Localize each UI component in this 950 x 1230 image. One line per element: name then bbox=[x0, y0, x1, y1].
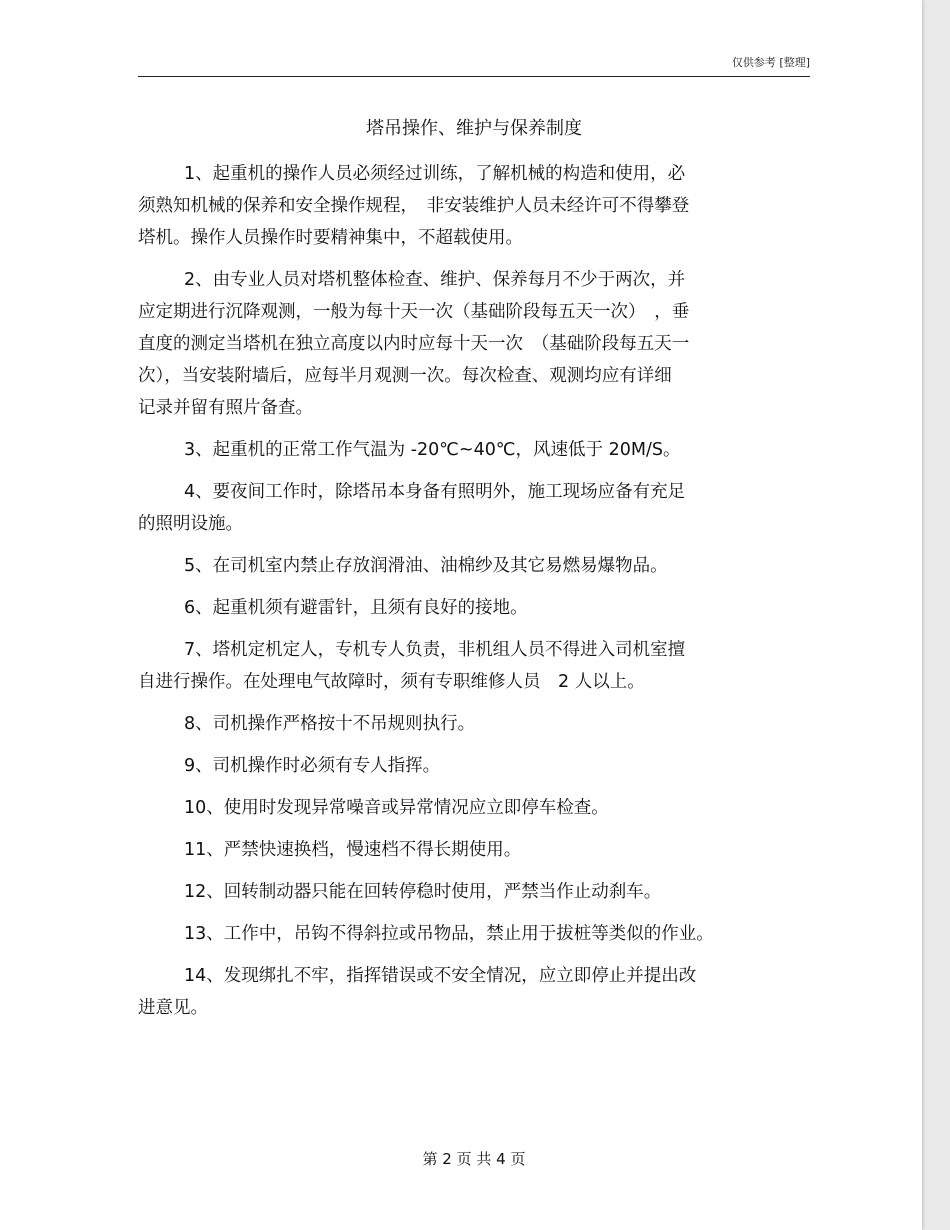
paragraph-line: 进意见。 bbox=[138, 998, 208, 1018]
document-body bbox=[138, 158, 810, 1034]
paragraph-line: 9、司机操作时必须有专人指挥。 bbox=[184, 756, 441, 776]
paragraph-14 bbox=[138, 960, 810, 1024]
paragraph-7 bbox=[138, 634, 810, 698]
paragraph-8 bbox=[138, 708, 810, 740]
page-header bbox=[138, 54, 810, 77]
paragraph-11 bbox=[138, 834, 810, 866]
paragraph-12 bbox=[138, 876, 810, 908]
page-footer bbox=[138, 1148, 810, 1170]
paragraph-line: 3、起重机的正常工作气温为 -20℃~40℃，风速低于 20M/S。 bbox=[184, 440, 681, 460]
paragraph-line: 12、回转制动器只能在回转停稳时使用，严禁当作止动刹车。 bbox=[184, 882, 662, 902]
paragraph-5 bbox=[138, 550, 810, 582]
paragraph-line: 应定期进行沉降观测，一般为每十天一次（基础阶段每五天一次） ，垂 bbox=[138, 302, 690, 322]
paragraph-line: 2、由专业人员对塔机整体检查、维护、保养每月不少于两次，并 bbox=[184, 270, 686, 290]
paragraph-4 bbox=[138, 476, 810, 540]
paragraph-line: 塔机。操作人员操作时要精神集中，不超载使用。 bbox=[138, 228, 523, 248]
paragraph-13 bbox=[138, 918, 810, 950]
paragraph-line: 1、起重机的操作人员必须经过训练，了解机械的构造和使用，必 bbox=[184, 164, 686, 184]
paragraph-line: 6、起重机须有避雷针，且须有良好的接地。 bbox=[184, 598, 528, 618]
paragraph-line: 10、使用时发现异常噪音或异常情况应立即停车检查。 bbox=[184, 798, 609, 818]
header-text: 仅供参考 [整理] bbox=[731, 56, 810, 69]
paragraph-6 bbox=[138, 592, 810, 624]
paragraph-line: 须熟知机械的保养和安全操作规程， 非安装维护人员未经许可不得攀登 bbox=[138, 196, 690, 216]
paragraph-line: 4、要夜间工作时，除塔吊本身备有照明外，施工现场应备有充足 bbox=[184, 482, 686, 502]
paragraph-line: 自进行操作。在处理电气故障时，须有专职维修人员 2 人以上。 bbox=[138, 672, 645, 692]
paragraph-10 bbox=[138, 792, 810, 824]
paragraph-line: 的照明设施。 bbox=[138, 514, 243, 534]
paragraph-line: 13、工作中，吊钩不得斜拉或吊物品，禁止用于拔桩等类似的作业。 bbox=[184, 924, 714, 944]
paragraph-line: 14、发现绑扎不牢，指挥错误或不安全情况，应立即停止并提出改 bbox=[184, 966, 697, 986]
page-number-text: 第 2 页 共 4 页 bbox=[422, 1150, 526, 1168]
paragraph-line: 直度的测定当塔机在独立高度以内时应每十天一次 （基础阶段每五天一 bbox=[138, 334, 690, 354]
paragraph-3 bbox=[138, 434, 810, 466]
paragraph-9 bbox=[138, 750, 810, 782]
paragraph-2 bbox=[138, 264, 810, 424]
paragraph-1 bbox=[138, 158, 810, 254]
paragraph-line: 5、在司机室内禁止存放润滑油、油棉纱及其它易燃易爆物品。 bbox=[184, 556, 668, 576]
document-title: 塔吊操作、维护与保养制度 bbox=[366, 118, 582, 139]
paragraph-line: 8、司机操作严格按十不吊规则执行。 bbox=[184, 714, 476, 734]
paragraph-line: 11、严禁快速换档，慢速档不得长期使用。 bbox=[184, 840, 522, 860]
paragraph-line: 次），当安装附墙后，应每半月观测一次。每次检查、观测均应有详细 bbox=[138, 366, 672, 386]
paragraph-line: 7、塔机定机定人，专机专人负责，非机组人员不得进入司机室擅 bbox=[184, 640, 686, 660]
paragraph-line: 记录并留有照片备查。 bbox=[138, 398, 313, 418]
